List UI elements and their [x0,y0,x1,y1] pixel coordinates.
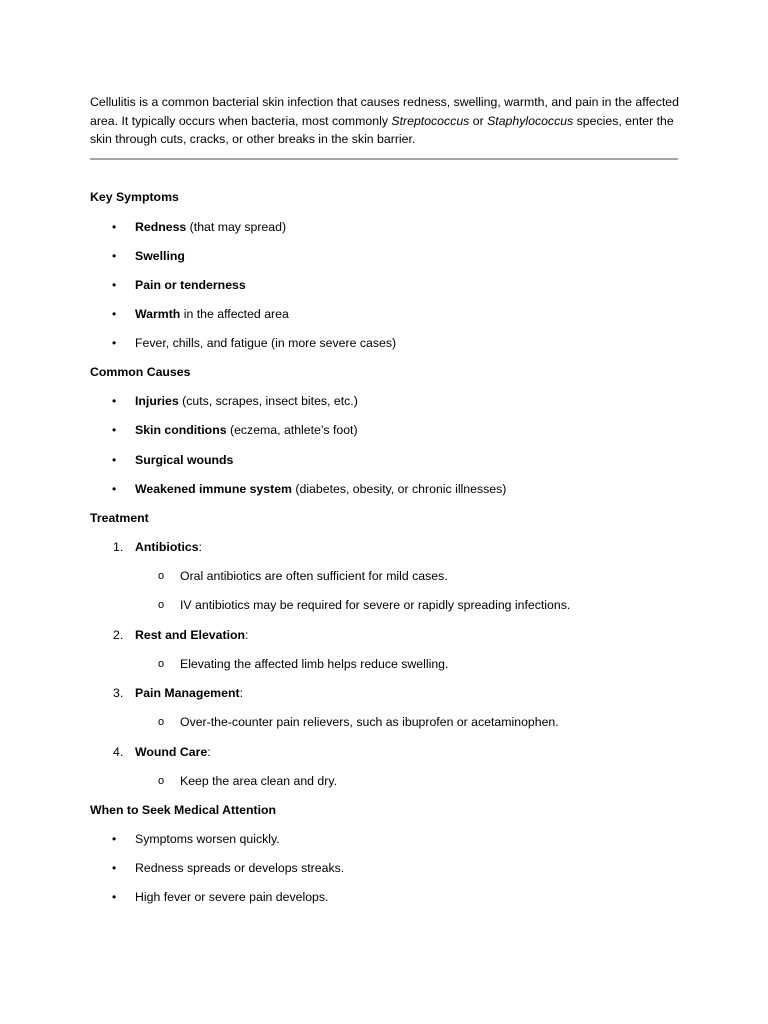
numbered-item: Antibiotics: [135,540,202,554]
sub-list-item: Elevating the affected limb helps reduce swelling. [180,657,449,671]
bullet-icon: • [112,220,117,234]
section-heading-causes: Common Causes [90,365,191,379]
bullet-icon: • [112,482,117,496]
list-number: 3. [113,686,124,700]
bullet-icon: • [112,453,117,467]
intro-genus-2: Staphylococcus [487,113,574,128]
sub-bullet-icon: o [158,658,165,670]
list-item: High fever or severe pain develops. [135,890,329,904]
bullet-icon: • [112,832,117,846]
list-number: 1. [113,540,124,554]
list-item: Pain or tenderness [135,278,246,292]
numbered-item: Rest and Elevation: [135,628,249,642]
bullet-icon: • [112,336,117,350]
bullet-icon: • [112,249,117,263]
list-item: Swelling [135,249,185,263]
list-item: Weakened immune system (diabetes, obesity, or chronic illnesses) [135,482,507,496]
list-number: 4. [113,745,124,759]
section-heading-treatment: Treatment [90,511,149,525]
sub-list-item: Oral antibiotics are often sufficient for mild cases. [180,569,448,583]
horizontal-divider [90,158,678,160]
bullet-icon: • [112,394,117,408]
list-item: Injuries (cuts, scrapes, insect bites, etc.) [135,394,358,408]
list-item: Redness (that may spread) [135,220,287,234]
intro-genus-1: Streptococcus [391,113,470,128]
bullet-icon: • [112,890,117,904]
bullet-icon: • [112,307,117,321]
sub-list-item: IV antibiotics may be required for severe or rapidly spreading infections. [180,598,571,612]
list-item: Redness spreads or develops streaks. [135,861,345,875]
list-item: Symptoms worsen quickly. [135,832,280,846]
bullet-icon: • [112,278,117,292]
sub-bullet-icon: o [158,599,165,611]
sub-bullet-icon: o [158,570,165,582]
numbered-item: Wound Care: [135,745,211,759]
section-heading-symptoms: Key Symptoms [90,190,179,204]
sub-bullet-icon: o [158,775,165,787]
list-item: Skin conditions (eczema, athlete’s foot) [135,423,358,437]
list-item: Surgical wounds [135,453,234,467]
sub-list-item: Over-the-counter pain relievers, such as ibuprofen or acetaminophen. [180,715,559,729]
intro-paragraph [90,93,680,149]
list-number: 2. [113,628,124,642]
bullet-icon: • [112,861,117,875]
sub-bullet-icon: o [158,716,165,728]
intro-text-2: or [469,113,488,128]
sub-list-item: Keep the area clean and dry. [180,774,338,788]
bullet-icon: • [112,423,117,437]
numbered-item: Pain Management: [135,686,243,700]
intro-text-3: species, enter the skin through cuts, cracks, or other breaks in the skin barrier. [90,113,674,146]
intro-text-1: Cellulitis is a common bacterial skin infection that causes redness, swelling, warmth, and pain in the affected area. It typically occurs when bacteria, most commonly [90,95,679,128]
section-heading-attention: When to Seek Medical Attention [90,803,277,817]
list-item: Warmth in the affected area [135,307,289,321]
list-item: Fever, chills, and fatigue (in more severe cases) [135,336,397,350]
